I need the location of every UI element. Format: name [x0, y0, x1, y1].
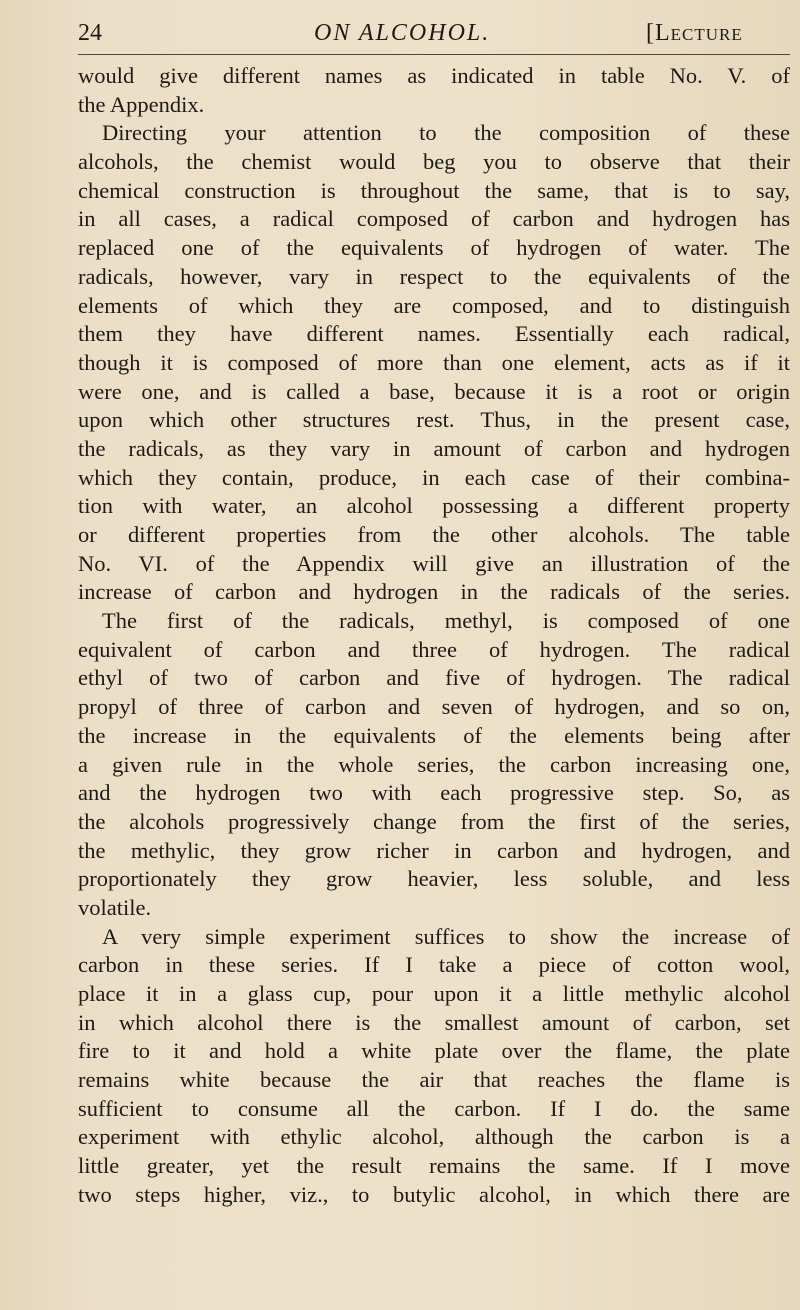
text-line: Directing your attention to the composition of these [102, 120, 790, 146]
text-line: the radicals, as they vary in amount of carbon and hydrogen [78, 435, 790, 461]
text-line: the increase in the equivalents of the elements being after [78, 722, 790, 748]
text-line: volatile. [78, 894, 152, 920]
text-line: remains white because the air that reaches the flame is [78, 1067, 790, 1093]
text-line: increase of carbon and hydrogen in the radicals of the series. [78, 579, 790, 605]
text-line: ethyl of two of carbon and five of hydrogen. The radical [78, 665, 790, 691]
text-line: them they have different names. Essentially each radical, [78, 321, 790, 347]
text-line: two steps higher, viz., to butylic alcohol, in which there are [78, 1181, 790, 1207]
page-number: 24 [78, 20, 102, 46]
body-text [78, 62, 790, 1210]
header-rule [78, 54, 790, 55]
text-line: fire to it and hold a white plate over the flame, the plate [78, 1038, 790, 1064]
text-line: propyl of three of carbon and seven of hydrogen, and so on, [78, 694, 790, 720]
text-line: The first of the radicals, methyl, is composed of one [102, 608, 790, 634]
text-line: carbon in these series. If I take a piece of cotton wool, [78, 952, 790, 978]
text-line: the alcohols progressively change from the first of the series, [78, 808, 790, 834]
text-line: were one, and is called a base, because it is a root or origin [78, 378, 790, 404]
text-line: A very simple experiment suffices to show the increase of [102, 923, 790, 949]
text-line: equivalent of carbon and three of hydrogen. The radical [78, 636, 790, 662]
text-line: in all cases, a radical composed of carbon and hydrogen has [78, 206, 790, 232]
text-line: would give different names as indicated in table No. V. of [78, 63, 790, 88]
text-line: proportionately they grow heavier, less soluble, and less [78, 866, 790, 892]
text-line: tion with water, an alcohol possessing a different property [78, 493, 790, 519]
text-line: replaced one of the equivalents of hydrogen of water. The [78, 235, 790, 261]
text-line: the Appendix. [78, 91, 205, 117]
running-title: ON ALCOHOL. [314, 20, 491, 46]
running-head [78, 16, 788, 50]
text-line: or different properties from the other alcohols. The table [78, 522, 790, 547]
text-line: No. VI. of the Appendix will give an illustration of the [78, 550, 790, 576]
text-line: a given rule in the whole series, the carbon increasing one, [78, 751, 790, 777]
text-line: place it in a glass cup, pour upon it a little methylic alcohol [78, 981, 790, 1006]
text-line: in which alcohol there is the smallest amount of carbon, set [78, 1009, 790, 1035]
text-line: elements of which they are composed, and to distinguish [78, 292, 790, 318]
text-line: the methylic, they grow richer in carbon and hydrogen, and [78, 837, 790, 863]
text-line: which they contain, produce, in each case of their combina- [78, 464, 790, 490]
text-line: and the hydrogen two with each progressive step. So, as [78, 780, 790, 806]
text-line: radicals, however, vary in respect to the equivalents of the [78, 263, 790, 289]
text-line: experiment with ethylic alcohol, although the carbon is a [78, 1124, 790, 1150]
text-line: sufficient to consume all the carbon. If I do. the same [78, 1095, 790, 1121]
text-line: alcohols, the chemist would beg you to observe that their [78, 149, 790, 175]
text-line: chemical construction is throughout the same, that is to say, [78, 177, 790, 203]
text-line: upon which other structures rest. Thus, in the present case, [78, 407, 790, 433]
text-line: little greater, yet the result remains the same. If I move [78, 1153, 790, 1179]
section-label: [Lecture [646, 20, 743, 46]
text-line: though it is composed of more than one element, acts as if it [78, 349, 790, 375]
